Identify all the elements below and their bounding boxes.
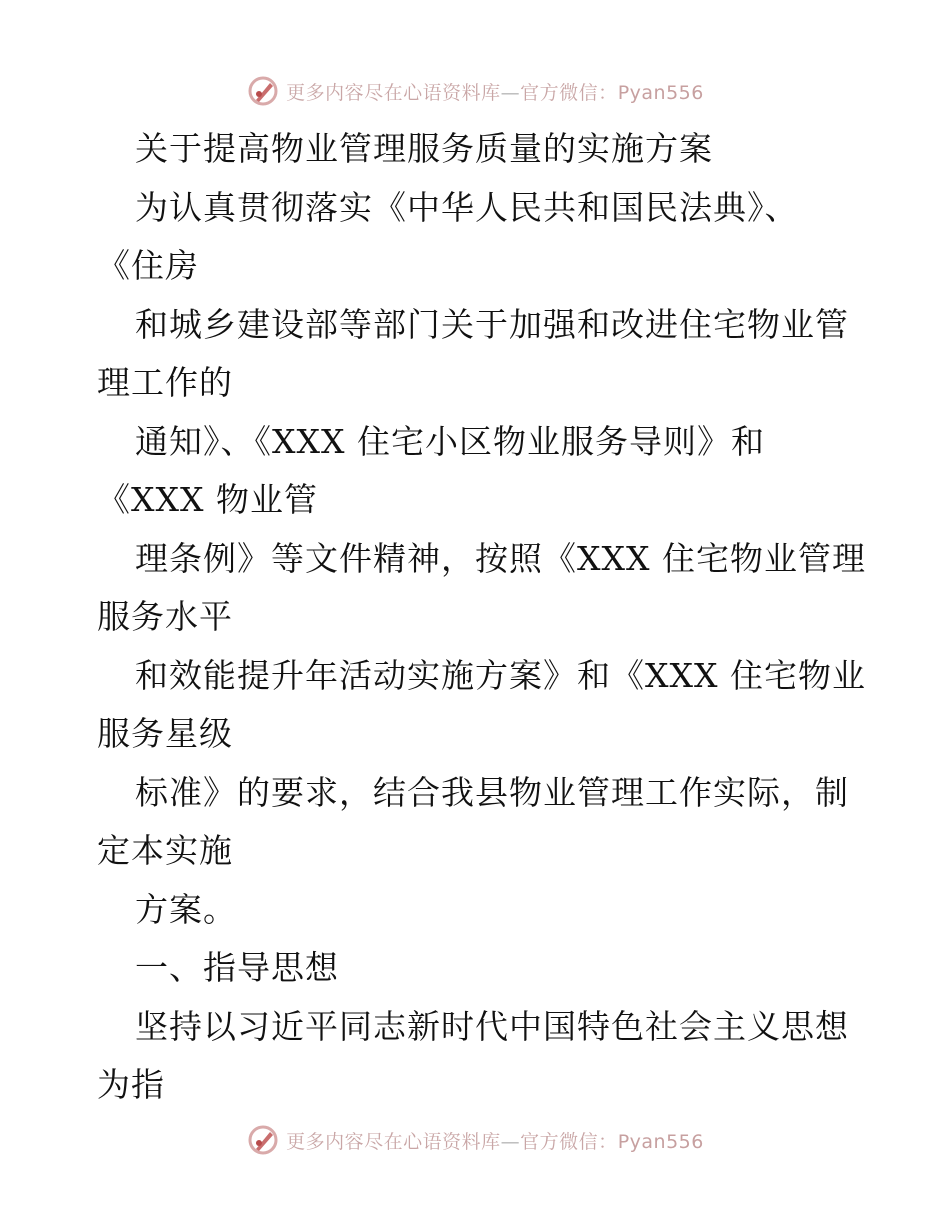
paragraph-line: 理工作的 [97,363,233,402]
pen-circle-logo-icon [246,74,280,108]
banner-wechat-id: Pyan556 [617,81,704,104]
banner-wechat-label: 官方微信： [520,81,618,104]
header-banner [0,71,950,111]
paragraph-line: 定本实施 [97,831,233,870]
paragraph-line: 坚持以习近平同志新时代中国特色社会主义思想 [135,1006,849,1046]
paragraph-line: 《XXX 物业管 [97,480,318,519]
paragraph-line: 《住房 [97,246,199,285]
paragraph-line: 服务星级 [97,714,233,753]
section-heading: 一、指导思想 [135,948,339,987]
banner-text [286,78,704,105]
banner-wechat-id: Pyan556 [617,1130,704,1153]
paragraph-line: 理条例》等文件精神，按照《XXX 住宅物业管理 [135,538,866,578]
document-body [97,120,866,1115]
pen-circle-logo-icon [246,1123,280,1157]
paragraph-line: 方案。 [135,889,237,929]
banner-wechat-label: 官方微信： [520,1130,618,1153]
document-title: 关于提高物业管理服务质量的实施方案 [135,129,713,168]
banner-brand: 更多内容尽在心语资料库 [286,1130,501,1153]
banner-separator: — [500,1130,521,1153]
paragraph-line: 和效能提升年活动实施方案》和《XXX 住宅物业 [135,655,866,695]
paragraph-line: 为认真贯彻落实《中华人民共和国民法典》、 [135,187,799,227]
paragraph-line: 服务水平 [97,597,233,636]
banner-text [286,1127,704,1154]
paragraph-line: 为指 [97,1065,165,1104]
footer-banner [0,1120,950,1160]
banner-separator: — [500,81,521,104]
banner-brand: 更多内容尽在心语资料库 [286,81,501,104]
paragraph-line: 通知》、《XXX 住宅小区物业服务导则》和 [135,421,765,461]
paragraph-line: 和城乡建设部等部门关于加强和改进住宅物业管 [135,304,849,344]
paragraph-line: 标准》的要求，结合我县物业管理工作实际，制 [135,772,849,812]
